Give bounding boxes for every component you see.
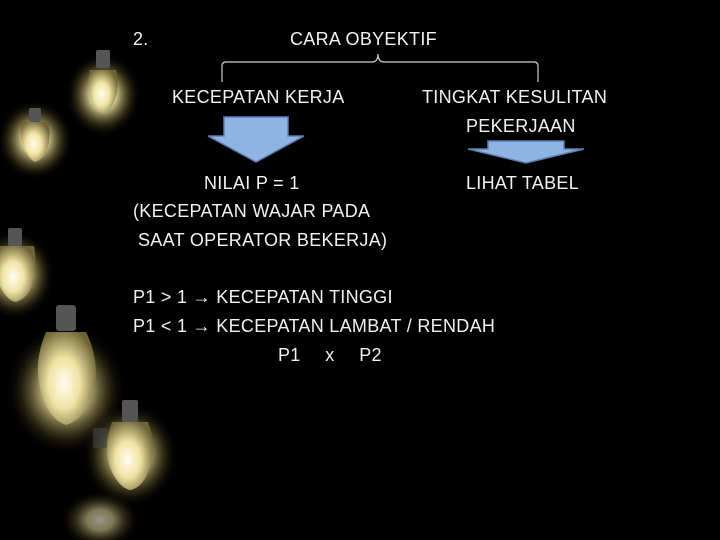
right-heading-line-2: PEKERJAAN (466, 116, 576, 136)
formula-term-a: P1 (278, 345, 301, 365)
left-result-line-1: NILAI P = 1 (204, 173, 300, 193)
light-bulb-icon (0, 100, 73, 180)
slide-number: 2. (133, 29, 149, 49)
left-heading: KECEPATAN KERJA (172, 87, 345, 107)
down-arrow-icon (206, 116, 306, 164)
formula-operator: x (325, 345, 335, 365)
left-result-line-2: (KECEPATAN WAJAR PADA (133, 201, 371, 221)
formula (278, 344, 382, 366)
right-arrow-icon: → (192, 287, 211, 307)
light-bulb-icon (0, 228, 55, 320)
title-brace (222, 54, 538, 82)
left-result-line-3: SAAT OPERATOR BEKERJA) (138, 230, 388, 250)
right-result: LIHAT TABEL (466, 173, 580, 193)
right-heading-line-1: TINGKAT KESULITAN (422, 87, 608, 107)
rule-text: KECEPATAN LAMBAT / RENDAH (216, 316, 496, 336)
rule-row (133, 315, 495, 337)
rule-prefix: P1 < 1 (133, 316, 188, 336)
slide-title: CARA OBYEKTIF (290, 29, 437, 49)
right-arrow-icon: → (192, 316, 211, 336)
rule-text: KECEPATAN TINGGI (216, 287, 393, 307)
rule-row (133, 286, 393, 308)
formula-term-b: P2 (359, 345, 382, 365)
rule-prefix: P1 > 1 (133, 287, 188, 307)
down-arrow-icon (466, 140, 586, 164)
